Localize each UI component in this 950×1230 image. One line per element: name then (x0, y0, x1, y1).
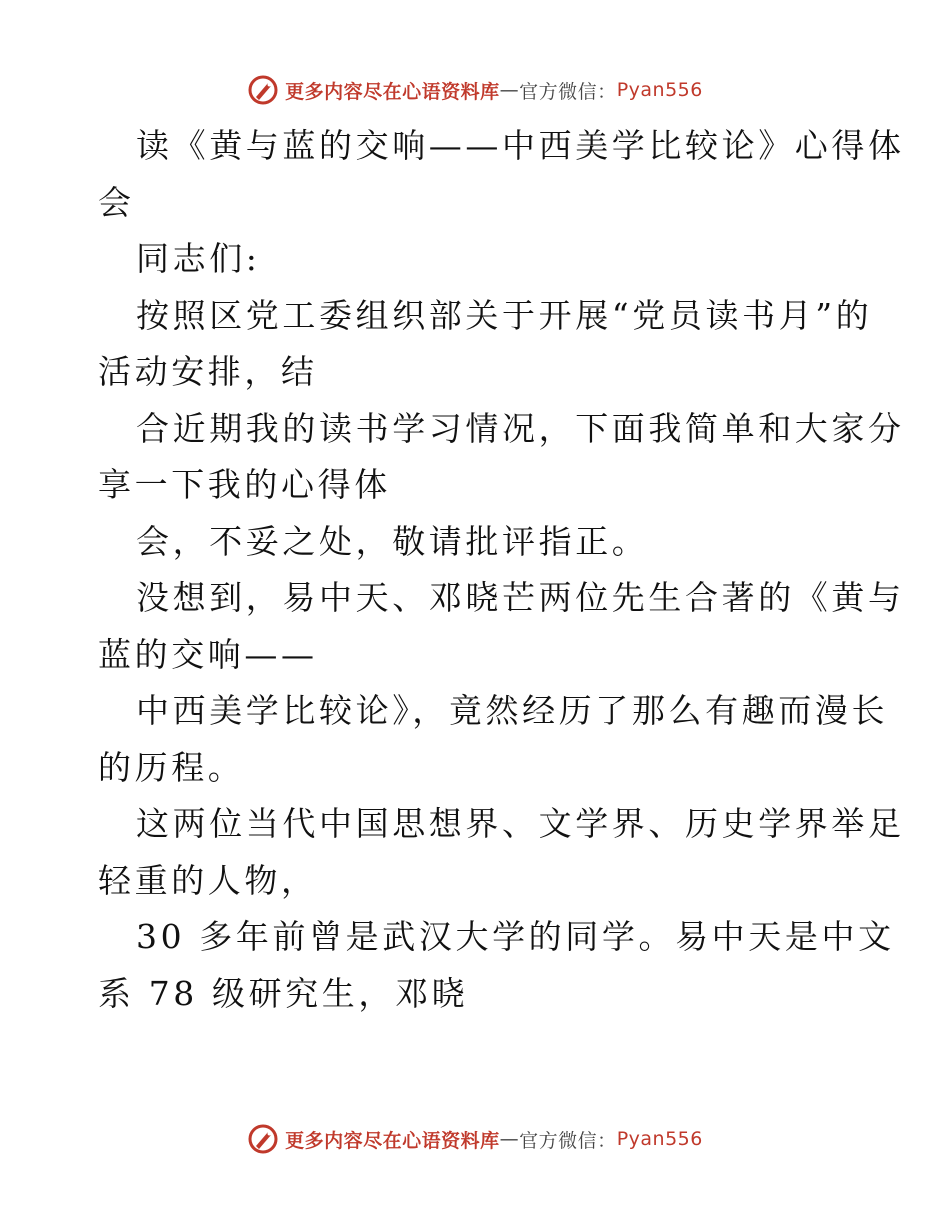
text-line: 享一下我的心得体 (98, 465, 391, 504)
text-line: 中西美学比较论》，竟然经历了那么有趣而漫长 (136, 691, 889, 730)
footer-separator: — (499, 1128, 520, 1150)
footer-wechat-label: 官方微信： (519, 1129, 617, 1152)
header-separator: — (499, 79, 520, 101)
text-line: 系 78 级研究生，邓晓 (98, 973, 469, 1013)
doc-title-line-2: 会 (98, 182, 135, 222)
text-line: 按照区党工委组织部关于开展“党员读书月”的 (136, 295, 873, 335)
pen-logo-icon (247, 1123, 279, 1155)
pen-logo-icon (247, 74, 279, 106)
salutation: 同志们: (136, 239, 261, 278)
text-line: 会，不妥之处，敬请批评指正。 (136, 521, 649, 561)
header-wechat-id: Pyan556 (616, 79, 703, 101)
document-body (98, 118, 905, 1022)
page-header (0, 70, 950, 110)
text-line: 的历程。 (98, 747, 245, 787)
header-site-name: 更多内容尽在心语资料库 (285, 80, 500, 103)
footer-site-name: 更多内容尽在心语资料库 (285, 1129, 500, 1152)
page-footer (0, 1119, 950, 1159)
header-wechat-label: 官方微信： (519, 80, 617, 103)
text-line: 30 多年前曾是武汉大学的同学。易中天是中文 (136, 917, 895, 956)
text-line: 没想到，易中天、邓晓芒两位先生合著的《黄与 (136, 578, 905, 617)
text-line: 这两位当代中国思想界、文学界、历史学界举足 (136, 804, 905, 843)
text-line: 合近期我的读书学习情况，下面我简单和大家分 (136, 408, 905, 448)
doc-title-line-1: 读《黄与蓝的交响——中西美学比较论》心得体 (136, 126, 905, 165)
text-line: 轻重的人物， (98, 860, 318, 900)
footer-wechat-id: Pyan556 (616, 1128, 703, 1150)
text-line: 活动安排，结 (98, 352, 318, 391)
text-line: 蓝的交响—— (98, 634, 318, 674)
